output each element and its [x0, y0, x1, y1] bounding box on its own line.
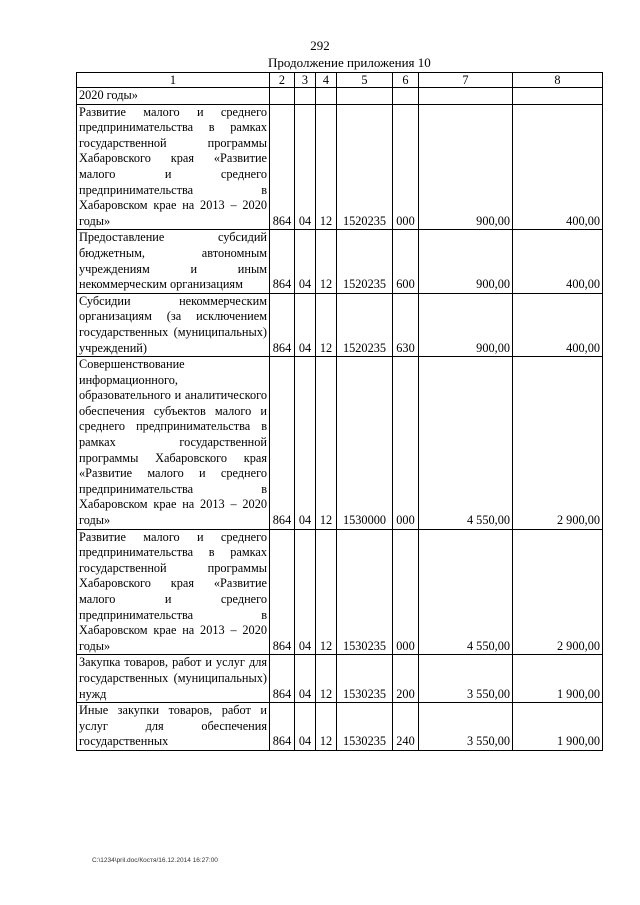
expense-type-cell: 000: [393, 104, 419, 230]
expense-type-cell: 240: [393, 703, 419, 751]
section-cell: 04: [295, 104, 316, 230]
subsection-cell: 12: [316, 293, 337, 356]
expense-type-cell: 000: [393, 357, 419, 530]
amount-2015-cell: [419, 88, 513, 105]
amount-2015-cell: 3 550,00: [419, 703, 513, 751]
section-cell: 04: [295, 703, 316, 751]
target-article-cell: 1530235: [337, 703, 393, 751]
target-article-cell: 1520235: [337, 230, 393, 293]
amount-2016-cell: 400,00: [513, 293, 603, 356]
header-cell-5: 5: [337, 73, 393, 88]
amount-2016-cell: 1 900,00: [513, 703, 603, 751]
amount-2015-cell: 4 550,00: [419, 357, 513, 530]
subsection-cell: 12: [316, 703, 337, 751]
expense-type-cell: 630: [393, 293, 419, 356]
amount-2016-cell: [513, 88, 603, 105]
section-cell: 04: [295, 293, 316, 356]
row-name-cell: Развитие малого и среднего предпринимательства в рамках государственной программы Хабаровского края «Развитие малого и среднего предпринимательства в Хабаровском крае на 2013 – 2020 годы»: [77, 104, 270, 230]
section-cell: 04: [295, 357, 316, 530]
target-article-cell: 1530235: [337, 529, 393, 655]
table-row: [77, 104, 603, 230]
admin-code-cell: 864: [270, 104, 295, 230]
amount-2015-cell: 4 550,00: [419, 529, 513, 655]
admin-code-cell: 864: [270, 703, 295, 751]
table-row: [77, 703, 603, 751]
amount-2016-cell: 400,00: [513, 104, 603, 230]
admin-code-cell: 864: [270, 529, 295, 655]
section-cell: 04: [295, 529, 316, 655]
expense-type-cell: 000: [393, 529, 419, 655]
table-row: [77, 357, 603, 530]
expense-type-cell: [393, 88, 419, 105]
header-cell-8: 8: [513, 73, 603, 88]
amount-2016-cell: 2 900,00: [513, 357, 603, 530]
admin-code-cell: 864: [270, 293, 295, 356]
amount-2015-cell: 900,00: [419, 104, 513, 230]
target-article-cell: 1530235: [337, 655, 393, 703]
amount-2015-cell: 3 550,00: [419, 655, 513, 703]
subsection-cell: [316, 88, 337, 105]
amount-2016-cell: 1 900,00: [513, 655, 603, 703]
expense-type-cell: 600: [393, 230, 419, 293]
row-name-cell: Совершенствование информационного, образовательного и аналитического обеспечения субъектов малого и среднего предпринимательства в рамках государственной программы Хабаровского края «Развитие малого и среднего предпринимательства в Хабаровском крае на 2013 – 2020 годы»: [77, 357, 270, 530]
table-row: [77, 88, 603, 105]
header-row: [77, 73, 603, 88]
header-cell-6: 6: [393, 73, 419, 88]
admin-code-cell: 864: [270, 357, 295, 530]
subsection-cell: 12: [316, 357, 337, 530]
appendix-continuation-title: Продолжение приложения 10: [268, 55, 431, 70]
row-name-cell: Закупка товаров, работ и услуг для государственных (муниципальных) нужд: [77, 655, 270, 703]
amount-2016-cell: 400,00: [513, 230, 603, 293]
row-name-cell: Иные закупки товаров, работ и услуг для обеспечения государственных: [77, 703, 270, 751]
subsection-cell: 12: [316, 655, 337, 703]
table-row: [77, 293, 603, 356]
target-article-cell: 1530000: [337, 357, 393, 530]
subsection-cell: 12: [316, 230, 337, 293]
admin-code-cell: 864: [270, 230, 295, 293]
header-cell-7: 7: [419, 73, 513, 88]
row-name-cell: Развитие малого и среднего предпринимательства в рамках государственной программы Хабаровского края «Развитие малого и среднего предпринимательства в Хабаровском крае на 2013 – 2020 годы»: [77, 529, 270, 655]
target-article-cell: [337, 88, 393, 105]
header-cell-2: 2: [270, 73, 295, 88]
section-cell: 04: [295, 230, 316, 293]
section-cell: 04: [295, 655, 316, 703]
row-name-cell: Субсидии некоммерческим организациям (за исключением государственных (муниципальных) учреждений): [77, 293, 270, 356]
header-cell-3: 3: [295, 73, 316, 88]
subsection-cell: 12: [316, 104, 337, 230]
table-row: [77, 529, 603, 655]
table-row: [77, 655, 603, 703]
amount-2015-cell: 900,00: [419, 293, 513, 356]
target-article-cell: 1520235: [337, 104, 393, 230]
section-cell: [295, 88, 316, 105]
target-article-cell: 1520235: [337, 293, 393, 356]
budget-table: [76, 72, 603, 751]
amount-2015-cell: 900,00: [419, 230, 513, 293]
admin-code-cell: 864: [270, 655, 295, 703]
amount-2016-cell: 2 900,00: [513, 529, 603, 655]
page-number: 292: [310, 38, 330, 53]
file-path-footer: C:\1234\pril.doc/Костя/16.12.2014 16:27:00: [92, 857, 218, 864]
expense-type-cell: 200: [393, 655, 419, 703]
header-cell-4: 4: [316, 73, 337, 88]
header-cell-1: 1: [77, 73, 270, 88]
row-name-cell: Предоставление субсидий бюджетным, автономным учреждениям и иным некоммерческим организациям: [77, 230, 270, 293]
row-name-cell: 2020 годы»: [77, 88, 270, 105]
subsection-cell: 12: [316, 529, 337, 655]
admin-code-cell: [270, 88, 295, 105]
table-row: [77, 230, 603, 293]
